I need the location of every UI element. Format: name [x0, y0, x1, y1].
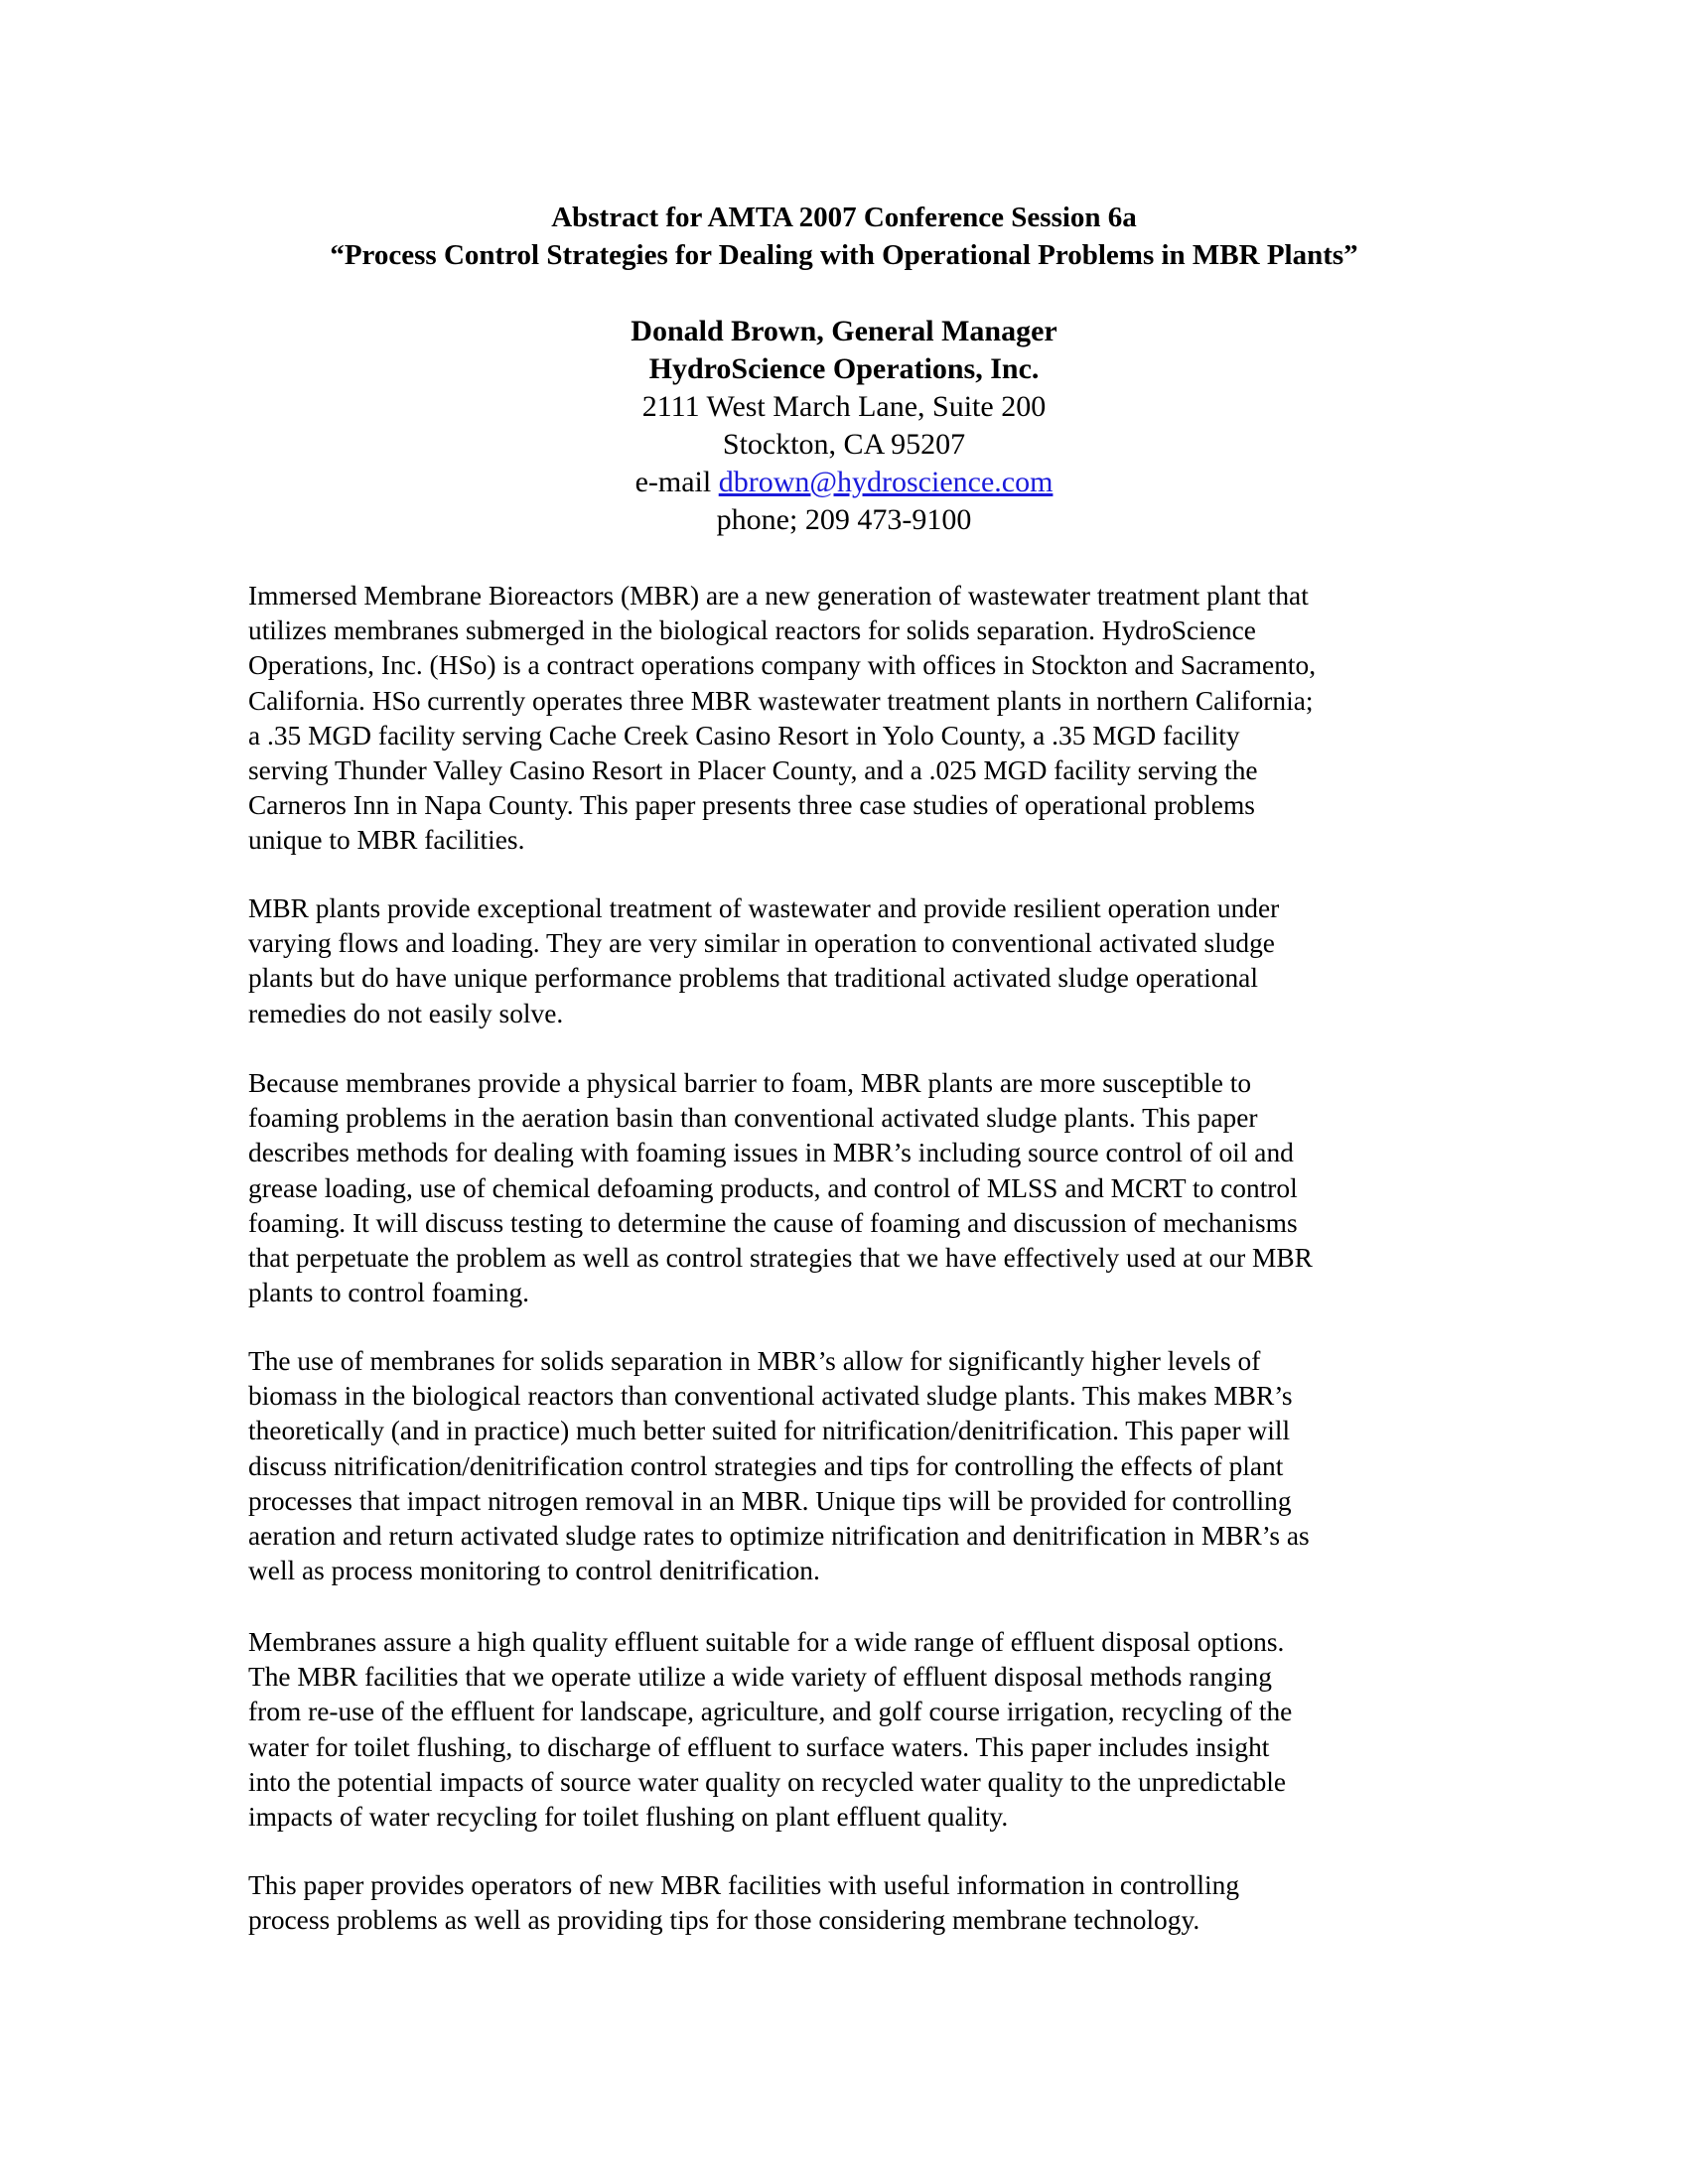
paragraph-line: process problems as well as providing tips for those considering membrane technology. [248, 1905, 1200, 1936]
paragraph-line: California. HSo currently operates three MBR wastewater treatment plants in northern California; [248, 685, 1314, 716]
paragraph-effluent-disposal [248, 1625, 1455, 1835]
paragraph-line: Immersed Membrane Bioreactors (MBR) are a new generation of wastewater treatment plant that [248, 581, 1309, 611]
paragraph-line: plants but do have unique performance problems that traditional activated sludge operational [248, 963, 1258, 994]
paragraph-line: The use of membranes for solids separation in MBR’s allow for significantly higher levels of [248, 1346, 1261, 1376]
paragraph-line: a .35 MGD facility serving Cache Creek Casino Resort in Yolo County, a .35 MGD facility [248, 720, 1240, 751]
paragraph-nitrification [248, 1344, 1455, 1588]
paragraph-line: serving Thunder Valley Casino Resort in Placer County, and a .025 MGD facility serving the [248, 755, 1258, 786]
paragraph-line: Operations, Inc. (HSo) is a contract operations company with offices in Stockton and Sacramento, [248, 650, 1317, 681]
author-name: Donald Brown, General Manager [631, 315, 1057, 347]
paragraph-mbr-performance [248, 891, 1455, 1031]
paragraph-line: varying flows and loading. They are very similar in operation to conventional activated sludge [248, 928, 1275, 959]
paragraph-line: aeration and return activated sludge rates to optimize nitrification and denitrification in MBR’s as [248, 1521, 1310, 1552]
author-company: HydroScience Operations, Inc. [648, 352, 1040, 385]
paragraph-line: impacts of water recycling for toilet flushing on plant effluent quality. [248, 1802, 1009, 1833]
paragraph-line: foaming. It will discuss testing to determine the cause of foaming and discussion of mechanisms [248, 1207, 1298, 1238]
paragraph-line: describes methods for dealing with foaming issues in MBR’s including source control of oil and [248, 1138, 1294, 1168]
paragraph-line: utilizes membranes submerged in the biological reactors for solids separation. HydroScience [248, 615, 1256, 646]
paragraph-line: The MBR facilities that we operate utilize a wide variety of effluent disposal methods ranging [248, 1662, 1272, 1693]
paragraph-line: discuss nitrification/denitrification control strategies and tips for controlling the effects of plant [248, 1450, 1284, 1481]
paragraph-line: into the potential impacts of source water quality on recycled water quality to the unpredictable [248, 1766, 1287, 1797]
abstract-title-block [0, 199, 1688, 274]
paragraph-foaming [248, 1066, 1455, 1310]
paragraph-line: This paper provides operators of new MBR facilities with useful information in controlling [248, 1870, 1240, 1900]
paper-title: “Process Control Strategies for Dealing with Operational Problems in MBR Plants” [330, 239, 1358, 271]
author-block [0, 313, 1688, 539]
paragraph-line: MBR plants provide exceptional treatment of wastewater and provide resilient operation under [248, 893, 1280, 923]
author-phone: phone; 209 473-9100 [716, 503, 972, 536]
author-address-line2: Stockton, CA 95207 [722, 428, 966, 461]
paragraph-line: processes that impact nitrogen removal in an MBR. Unique tips will be provided for controlling [248, 1485, 1292, 1516]
author-address-line1: 2111 West March Lane, Suite 200 [641, 390, 1047, 423]
paragraph-line: Membranes assure a high quality effluent suitable for a wide range of effluent disposal options. [248, 1627, 1285, 1657]
paragraph-introduction [248, 579, 1455, 859]
email-link[interactable]: dbrown@hydroscience.com [718, 466, 1054, 498]
email-label: e-mail [634, 466, 719, 498]
paragraph-line: that perpetuate the problem as well as control strategies that we have effectively used at our MBR [248, 1243, 1313, 1274]
paragraph-line: theoretically (and in practice) much better suited for nitrification/denitrification. This paper will [248, 1416, 1291, 1446]
paragraph-line: foaming problems in the aeration basin than conventional activated sludge plants. This paper [248, 1103, 1258, 1134]
paragraph-line: unique to MBR facilities. [248, 825, 525, 856]
paragraph-line: biomass in the biological reactors than conventional activated sludge plants. This makes MBR’s [248, 1381, 1293, 1412]
paragraph-conclusion [248, 1868, 1455, 1938]
paragraph-line: grease loading, use of chemical defoaming products, and control of MLSS and MCRT to control [248, 1172, 1298, 1203]
paragraph-line: remedies do not easily solve. [248, 998, 564, 1028]
paragraph-line: well as process monitoring to control denitrification. [248, 1556, 820, 1586]
paragraph-line: plants to control foaming. [248, 1278, 529, 1308]
paragraph-line: Carneros Inn in Napa County. This paper presents three case studies of operational problems [248, 790, 1255, 821]
paragraph-line: from re-use of the effluent for landscape, agriculture, and golf course irrigation, recycling of the [248, 1697, 1293, 1727]
paragraph-line: water for toilet flushing, to discharge of effluent to surface waters. This paper includes insight [248, 1731, 1270, 1762]
abstract-heading: Abstract for AMTA 2007 Conference Session 6a [551, 202, 1137, 233]
author-email-line [0, 464, 1688, 501]
paragraph-line: Because membranes provide a physical barrier to foam, MBR plants are more susceptible to [248, 1068, 1252, 1098]
